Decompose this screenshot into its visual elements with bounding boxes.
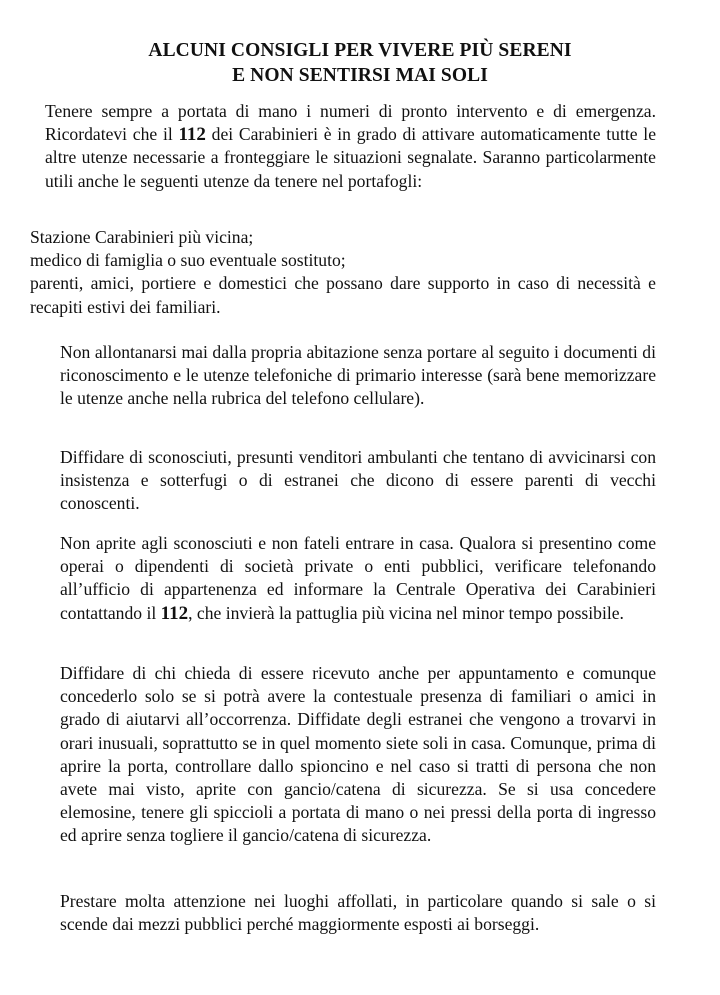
- paragraph-emergency-numbers: [45, 100, 656, 193]
- paragraph-text: Tenere sempre a portata di mano i numeri di pronto intervento e di emergenza. Ricordatevi che il: [45, 101, 656, 145]
- paragraph-appointments: Diffidare di chi chieda di essere ricevuto anche per appuntamento e comunque concederlo solo se si potrà avere la contestuale presenza di familiari o amici in grado di aiutarvi all’occorrenza. Diffidate degli estranei che vengono a trovarvi in orari inusuali, soprattutto se in quel momento siete soli in casa. Comunque, prima di aprire la porta, controllare dallo spioncino e nel caso si tratti di persona che non avete mai visto, aprite con gancio/catena di sicurezza. Se si usa concedere elemosine, tenere gli spiccioli a portata di mano o nei pressi della porta di ingresso ed aprire senza togliere il gancio/catena di sicurezza.: [60, 663, 656, 846]
- paragraph-text: , che invierà la pattuglia più vicina nel minor tempo possibile.: [188, 602, 624, 623]
- paragraph-text: dei Carabinieri è in grado di attivare automaticamente tutte le altre utenze necessarie a fronteggiare le situazioni segnalate. Saranno particolarmente utili anche le seguenti utenze da tenere nel portafogli:: [45, 124, 656, 191]
- paragraph-documents: Non allontanarsi mai dalla propria abitazione senza portare al seguito i documenti di riconoscimento e le utenze telefoniche di primario interesse (sarà bene memorizzare le utenze anche nella rubrica del telefono cellulare).: [60, 342, 656, 409]
- list-item: parenti, amici, portiere e domestici che possano dare supporto in caso di necessità e recapiti estivi dei familiari.: [30, 273, 656, 317]
- page-title: [0, 38, 720, 88]
- emergency-number: 112: [178, 124, 206, 146]
- list-item: medico di famiglia o suo eventuale sostituto;: [30, 250, 346, 271]
- paragraph-text: Non aprite agli sconosciuti e non fateli entrare in casa. Qualora si presentino come operai o dipendenti di società private o enti pubblici, verificare telefonando all’ufficio di appartenenza ed informare la Centrale Operativa dei Carabinieri contattando il: [60, 533, 656, 623]
- list-item: Stazione Carabinieri più vicina;: [30, 227, 254, 247]
- title-line-2: E NON SENTIRSI MAI SOLI: [232, 65, 488, 86]
- title-line-1: ALCUNI CONSIGLI PER VIVERE PIÙ SERENI: [148, 40, 572, 61]
- emergency-number: 112: [160, 602, 189, 624]
- paragraph-strangers: Diffidare di sconosciuti, presunti venditori ambulanti che tentano di avvicinarsi con insistenza e sotterfugi o di estranei che dicono di essere parenti di vecchi conoscenti.: [60, 447, 656, 514]
- contact-list: [30, 226, 656, 319]
- paragraph-do-not-open: [60, 532, 656, 625]
- paragraph-crowded-places: Prestare molta attenzione nei luoghi affollati, in particolare quando si sale o si scende dai mezzi pubblici perché maggiormente esposti ai borseggi.: [60, 891, 656, 935]
